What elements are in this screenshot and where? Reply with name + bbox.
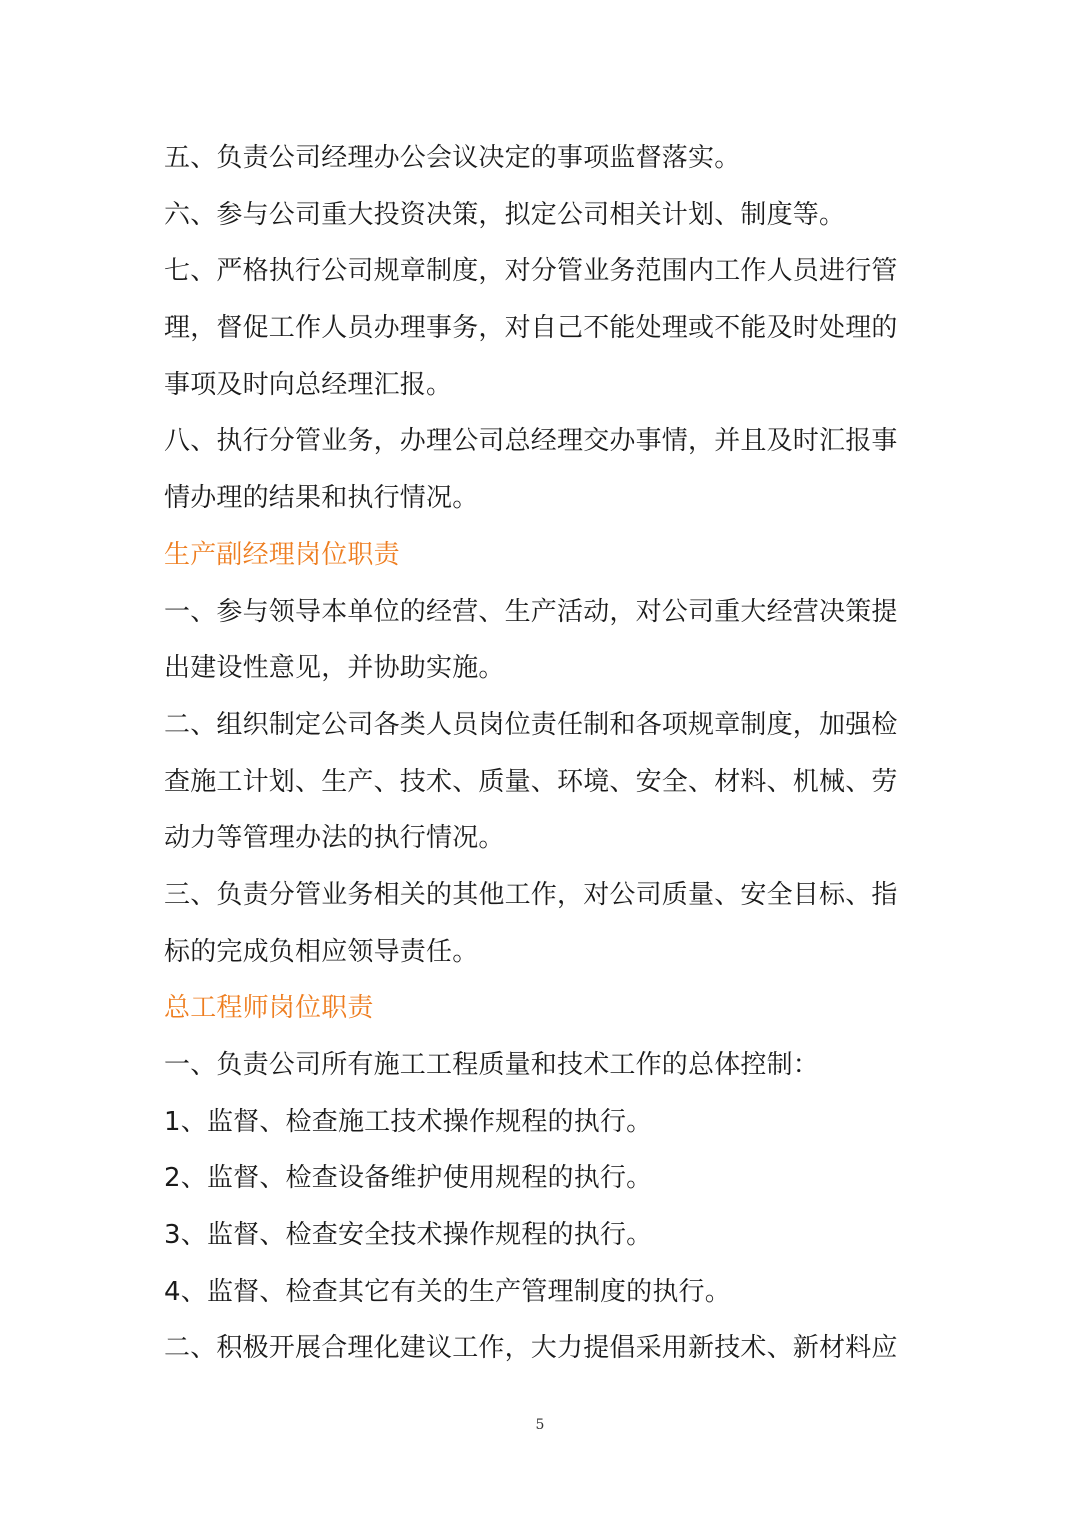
paragraph-line: 一、参与领导本单位的经营、生产活动，对公司重大经营决策提 bbox=[164, 596, 898, 627]
paragraph-line: 三、负责分管业务相关的其他工作，对公司质量、安全目标、指 bbox=[164, 879, 898, 910]
list-item: 3、监督、检查安全技术操作规程的执行。 bbox=[164, 1220, 653, 1251]
paragraph-line: 查施工计划、生产、技术、质量、环境、安全、材料、机械、劳 bbox=[164, 766, 898, 797]
paragraph-line: 标的完成负相应领导责任。 bbox=[164, 936, 479, 967]
paragraph-line: 动力等管理办法的执行情况。 bbox=[164, 823, 505, 854]
paragraph-line: 八、执行分管业务，办理公司总经理交办事情，并且及时汇报事 bbox=[164, 426, 898, 457]
paragraph-line: 事项及时向总经理汇报。 bbox=[164, 369, 453, 400]
list-item: 2、监督、检查设备维护使用规程的执行。 bbox=[164, 1163, 653, 1194]
paragraph-line: 二、组织制定公司各类人员岗位责任制和各项规章制度，加强检 bbox=[164, 709, 898, 740]
paragraph-line: 五、负责公司经理办公会议决定的事项监督落实。 bbox=[164, 143, 741, 173]
paragraph-line: 七、严格执行公司规章制度，对分管业务范围内工作人员进行管 bbox=[164, 256, 898, 287]
paragraph-line: 出建设性意见，并协助实施。 bbox=[164, 653, 505, 684]
section-heading-production-deputy-manager: 生产副经理岗位职责 bbox=[164, 539, 400, 570]
paragraph-line: 情办理的结果和执行情况。 bbox=[164, 483, 479, 514]
list-item: 1、监督、检查施工技术操作规程的执行。 bbox=[164, 1106, 653, 1137]
section-heading-chief-engineer: 总工程师岗位职责 bbox=[164, 993, 374, 1024]
paragraph-line: 二、积极开展合理化建议工作，大力提倡采用新技术、新材料应 bbox=[164, 1333, 898, 1364]
paragraph-line: 六、参与公司重大投资决策，拟定公司相关计划、制度等。 bbox=[164, 199, 846, 230]
paragraph-line: 一、负责公司所有施工工程质量和技术工作的总体控制： bbox=[164, 1050, 820, 1080]
document-body bbox=[164, 130, 924, 1377]
page-number: 5 bbox=[535, 1417, 545, 1433]
paragraph-line: 理，督促工作人员办理事务，对自己不能处理或不能及时处理的 bbox=[164, 313, 898, 344]
list-item: 4、监督、检查其它有关的生产管理制度的执行。 bbox=[164, 1276, 731, 1307]
